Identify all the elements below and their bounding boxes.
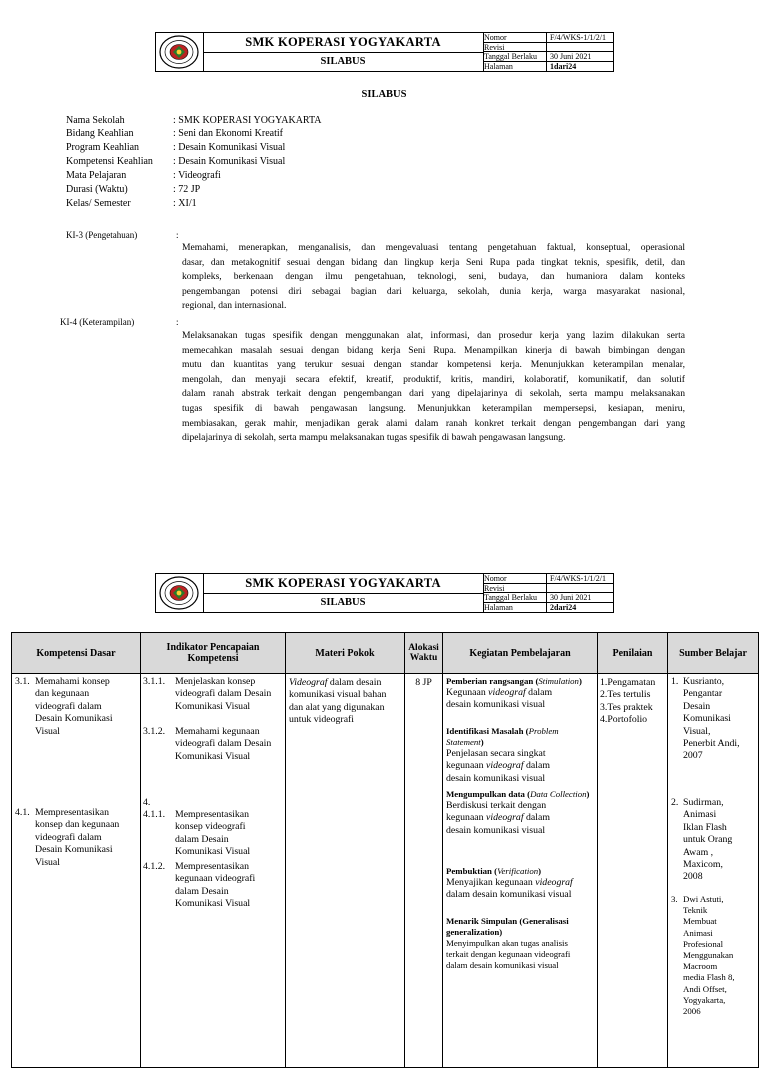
sumber-item [671,894,757,1017]
identity-row [66,184,200,196]
ipk-line: Komunikasi Visual [175,750,251,762]
sumber-line: 2007 [683,750,703,762]
sumber-number: 2. [671,797,679,808]
meta-row [483,62,613,72]
kd-text [35,807,139,869]
identity-label: Program Keahlian [66,142,140,153]
ipk-line: dalam Desain [175,833,229,845]
ipk-number: 4. [143,797,151,808]
sumber-line: 2006 [683,1006,701,1017]
kd-line: Desain Komunikasi [35,713,113,725]
sumber-line: Kusrianto, [683,676,725,687]
kegiatan-line: terkait dengan kegunaan videografi [446,949,571,959]
sumber-line: Teknik [683,905,708,916]
sumber-line: Visual, [683,725,711,737]
kd-cell [12,674,141,1068]
meta-value: F/4/WKS-1/1/2/1 [550,574,607,583]
ipk-line: konsep videografi [175,821,246,833]
sumber-number: 1. [671,676,679,687]
paragraph-line: regional, dan internasional. [182,300,287,312]
meta-value [548,43,613,52]
kd-item [15,807,139,869]
sumber-text [683,676,757,763]
kegiatan-line: dalam desain komunikasi visual [446,889,572,901]
kegiatan-step [446,676,596,712]
sumber-line: Iklan Flash [683,821,727,833]
ipk-line: Komunikasi Visual [175,700,251,712]
col-header: Alokasi Waktu [405,633,443,674]
identity-label: Bidang Keahlian [66,128,134,139]
kegiatan-line: Menyajikan kegunaan videograf [446,877,573,888]
sumber-line: Desain [683,700,711,712]
penilaian-cell [598,674,668,1068]
table-row [12,674,759,1068]
ipk-item [143,861,283,911]
materi-cell [286,674,405,1068]
identity-row [66,170,221,182]
kegiatan-italic: videograf [488,687,526,698]
kegiatan-line: desain komunikasi visual [446,699,546,711]
kegiatan-title [446,676,596,687]
kegiatan-title-end: ) [586,789,590,799]
kd-line: videografi dalam [35,700,102,712]
kd-item [15,676,139,738]
paragraph-line: Melaksanakan tugas spesifik dengan menggunakan alat, informasi, dan prosedur kerja yang lazim dilakukan serta [182,330,685,341]
paragraph-line: mengolah, dan menyaji secara efektif, kreatif, produktif, kritis, mandiri, kolaboratif, komunikatif, dan solutif [182,373,685,385]
sumber-line: Macroom [683,961,718,972]
sumber-line: untuk Orang [683,834,733,846]
identity-label: Kompetensi Keahlian [66,156,153,167]
materi-line: dalam desain [329,677,382,688]
kegiatan-title-italic: Stimulation [538,676,579,686]
ipk-number: 4.1.2. [143,861,166,872]
kegiatan-line: Penjelasan secara singkat [446,748,546,759]
identity-row [66,198,197,210]
ipk-text [175,726,283,763]
ki4-colon: : [176,317,179,327]
kegiatan-title-text: Pembuktian ( [446,866,498,876]
sumber-line: Pengantar [683,688,723,700]
ipk-line: videografi dalam Desain [175,738,272,750]
kd-line: konsep dan kegunaan [35,819,120,831]
header-title-cell [203,574,484,612]
header-block [155,32,614,72]
kegiatan-line: dalam desain komunikasi visual [446,960,559,970]
kegiatan-step [446,916,596,971]
meta-key: Tanggal Berlaku [483,52,547,61]
sumber-line: Maxicom, [683,859,723,871]
ipk-cell [141,674,286,1068]
sumber-line: Membuat [683,916,717,927]
kd-number: 4.1. [15,807,30,818]
meta-row [483,43,613,53]
sumber-line: Penerbit Andi, [683,738,740,750]
identity-label: Nama Sekolah [66,115,125,126]
meta-key: Halaman [483,62,547,72]
identity-label: Mata Pelajaran [66,170,127,181]
paragraph-line: dalam ranah abstrak terkait dengan pengembangan dari yang dipelajarinya di sekolah, serta mampu melaksanakan [182,388,685,400]
meta-row [483,52,613,62]
sumber-line: Awam , [683,846,714,858]
sumber-number: 3. [671,894,678,904]
meta-value [548,584,613,593]
kegiatan-title [446,866,596,877]
kd-line: Visual [35,856,60,868]
identity-label: Kelas/ Semester [66,198,131,209]
identity-row [66,115,322,127]
sumber-text [683,797,757,884]
identity-label: Durasi (Waktu) [66,184,128,195]
ipk-number: 3.1.1. [143,676,166,687]
sumber-line: Dwi Astuti, [683,894,724,904]
meta-row [483,603,613,613]
sumber-line: Yogyakarta, [683,994,726,1005]
paragraph-line: memecahkan masalah sesuai dengan bidang kerja Seni Rupa. Menampilkan kinerja di bawah bimbingan dengan [182,344,685,356]
col-header: Kegiatan Pembelajaran [443,633,598,674]
sumber-line: Menggunakan [683,950,734,961]
kd-line: Memahami konsep [35,676,110,687]
sumber-line: Animasi [683,927,713,938]
sumber-line: 2008 [683,871,703,883]
identity-row [66,128,283,140]
identity-value: : Videografi [173,170,221,181]
penilaian-item: 1.Pengamatan [600,677,656,688]
kegiatan-title-end: ) [480,737,484,747]
paragraph-line: membiasakan, gerak mahir, menjadikan gerak alami dalam ranah konkret terkait dengan pengembangan dari yang [182,417,685,429]
ipk-text [175,861,283,911]
meta-row [483,33,613,43]
kegiatan-line: kegunaan videograf dalam [446,760,550,772]
kegiatan-line: kegunaan videograf dalam [446,812,550,824]
meta-key: Halaman [483,603,547,613]
meta-row [483,584,613,594]
col-header: Materi Pokok [286,633,405,674]
col-header: Penilaian [598,633,668,674]
penilaian-item: 2.Tes tertulis [600,689,651,701]
sumber-line: media Flash 8, [683,972,735,983]
ki3-label: KI-3 (Pengetahuan) [66,230,138,240]
identity-value: : 72 JP [173,184,201,195]
col-header: Indikator Pencapaian Kompetensi [141,633,286,674]
meta-key: Tanggal Berlaku [483,593,547,602]
ipk-line: Mempresentasikan [175,809,249,820]
identity-value: : Desain Komunikasi Visual [173,142,286,153]
kegiatan-title-text: Menarik Simpulan (Generalisasi generalization) [446,916,569,937]
meta-key: Revisi [483,43,547,52]
meta-key: Revisi [483,584,547,593]
meta-value: 30 Juni 2021 [550,52,592,61]
meta-value: F/4/WKS-1/1/2/1 [550,33,607,42]
ipk-text [175,676,283,713]
kegiatan-title-italic: Data Collection [530,789,587,799]
kegiatan-line: Menyimpulkan akan tugas analisis [446,938,568,948]
school-logo [156,574,204,612]
kd-line: Mempresentasikan [35,807,109,818]
header-title-cell [203,33,484,71]
kd-line: videografi dalam [35,831,102,843]
paragraph-line: mutu dan kuantitas yang terukur sesuai dengan standar kompetensi kerja. Menunjukkan keterampilan menalar, [182,359,685,371]
alokasi-value: 8 JP [415,677,432,688]
sumber-line: Andi Offset, [683,983,727,994]
kd-line: dan kegunaan [35,688,90,700]
kegiatan-title-end: ) [578,676,582,686]
ipk-line: Menjelaskan konsep [175,676,256,687]
ipk-number: 3.1.2. [143,726,166,737]
ipk-item [143,809,283,859]
header-block [155,573,614,613]
identity-row [66,142,285,154]
materi-line: dan alat yang digunakan [289,701,385,713]
identity-value: : XI/1 [173,198,197,209]
meta-row [483,593,613,603]
kegiatan-line: desain komunikasi visual [446,824,546,836]
ipk-line: Memahami kegunaan [175,726,260,737]
materi-line: komunikasi visual bahan [289,689,387,701]
sumber-item [671,797,757,884]
header-subtitle: SILABUS [320,597,366,608]
paragraph-line: Memahami, menerapkan, menganalisis, dan mengevaluasi tentang pengetahuan faktual, konseptual, operasional [182,242,685,253]
header-subtitle: SILABUS [320,56,366,67]
page-number: 2dari24 [550,602,577,612]
kd-text [35,676,139,738]
paragraph-line: tugas spesifik di bawah pengawasan langsung. Menunjukkan keterampilan mempersepsi, kesiapan, meniru, [182,402,685,414]
col-header: Sumber Belajar [668,633,759,674]
kegiatan-step [446,726,596,785]
kegiatan-italic: videograf [486,812,524,824]
school-name: SMK KOPERASI YOGYAKARTA [203,33,483,53]
sumber-item [671,676,757,763]
ki3-text [182,241,685,314]
kd-line: Desain Komunikasi [35,844,113,856]
kegiatan-title-end: ) [538,866,542,876]
syllabus-table [11,632,759,1068]
paragraph-line: dipelajarinya di sekolah, serta mampu melaksanakan tugas spesifik di bawah pengawasan langsung. [182,432,566,444]
kegiatan-title-italic: Problem Statement [446,726,559,747]
paragraph-line: dasar, dan metakognitif sesuai dengan bidang dan lingkup kerja Seni Rupa pada tingkat teknis, spesifik, detil, dan [182,256,685,268]
ipk-line: Komunikasi Visual [175,898,251,910]
sumber-line: Profesional [683,938,724,949]
sumber-cell [668,674,759,1068]
paragraph-line: kompleks, berkenaan dengan ilmu pengetahuan, teknologi, seni, budaya, dan humaniora dalam konteks [182,271,685,283]
kegiatan-title [446,726,596,748]
school-logo [156,33,204,71]
kegiatan-cell [443,674,598,1068]
materi-line: untuk videografi [289,714,355,726]
meta-value: 30 Juni 2021 [550,593,592,602]
col-header: Kompetensi Dasar [12,633,141,674]
kegiatan-line: desain komunikasi visual [446,772,546,784]
penilaian-item: 3.Tes praktek [600,701,653,713]
ipk-line: dalam Desain [175,885,229,897]
ipk-line: Mempresentasikan [175,861,249,872]
table-header-row [12,633,759,674]
identity-value: : SMK KOPERASI YOGYAKARTA [173,115,322,126]
school-name: SMK KOPERASI YOGYAKARTA [203,574,483,594]
kegiatan-line: Berdiskusi terkait dengan [446,800,547,811]
doc-meta [483,574,613,612]
sumber-line: Komunikasi [683,713,731,725]
kd-number: 3.1. [15,676,30,687]
sumber-text [683,894,757,1017]
penilaian-item: 4.Portofolio [600,714,648,726]
identity-value: : Desain Komunikasi Visual [173,156,286,167]
meta-key: Nomor [483,574,547,583]
kegiatan-title-text: Identifikasi Masalah ( [446,726,529,736]
ipk-item [143,726,283,763]
kegiatan-italic: videograf [486,760,524,772]
ki3-colon: : [176,230,179,240]
kegiatan-title-text: Mengumpulkan data ( [446,789,531,799]
meta-row [483,574,613,584]
identity-row [66,156,285,168]
page-number: 1dari24 [550,61,577,71]
document-title: SILABUS [361,89,407,100]
ki4-label: KI-4 (Keterampilan) [60,317,135,327]
materi-italic: Videograf [289,677,328,688]
kegiatan-title [446,789,596,800]
ipk-item [143,676,283,713]
kegiatan-title-italic: Verification [497,866,539,876]
ipk-line: kegunaan videografi [175,873,256,885]
ipk-line: videografi dalam Desain [175,688,272,700]
sumber-line: Sudirman, [683,797,724,808]
identity-value: : Seni dan Ekonomi Kreatif [173,128,283,139]
ki4-text [182,329,685,446]
ipk-line: Komunikasi Visual [175,846,251,858]
kegiatan-step [446,789,596,837]
meta-key: Nomor [483,33,547,42]
kegiatan-title [446,916,596,938]
kd-line: Visual [35,725,60,737]
kegiatan-step [446,866,596,902]
sumber-line: Animasi [683,809,717,821]
kegiatan-line: Kegunaan videograf dalam [446,687,553,698]
doc-meta [483,33,613,71]
ipk-number: 4.1.1. [143,809,166,820]
paragraph-line: pengembangan potensi diri sebagai bagian dari keluarga, sekolah, dunia kerja, warga masyarakat nasional, [182,285,685,297]
ipk-text [175,809,283,859]
alokasi-cell [405,674,443,1068]
kegiatan-title-text: Pemberian rangsangan ( [446,676,539,686]
kegiatan-italic: videograf [535,877,573,888]
